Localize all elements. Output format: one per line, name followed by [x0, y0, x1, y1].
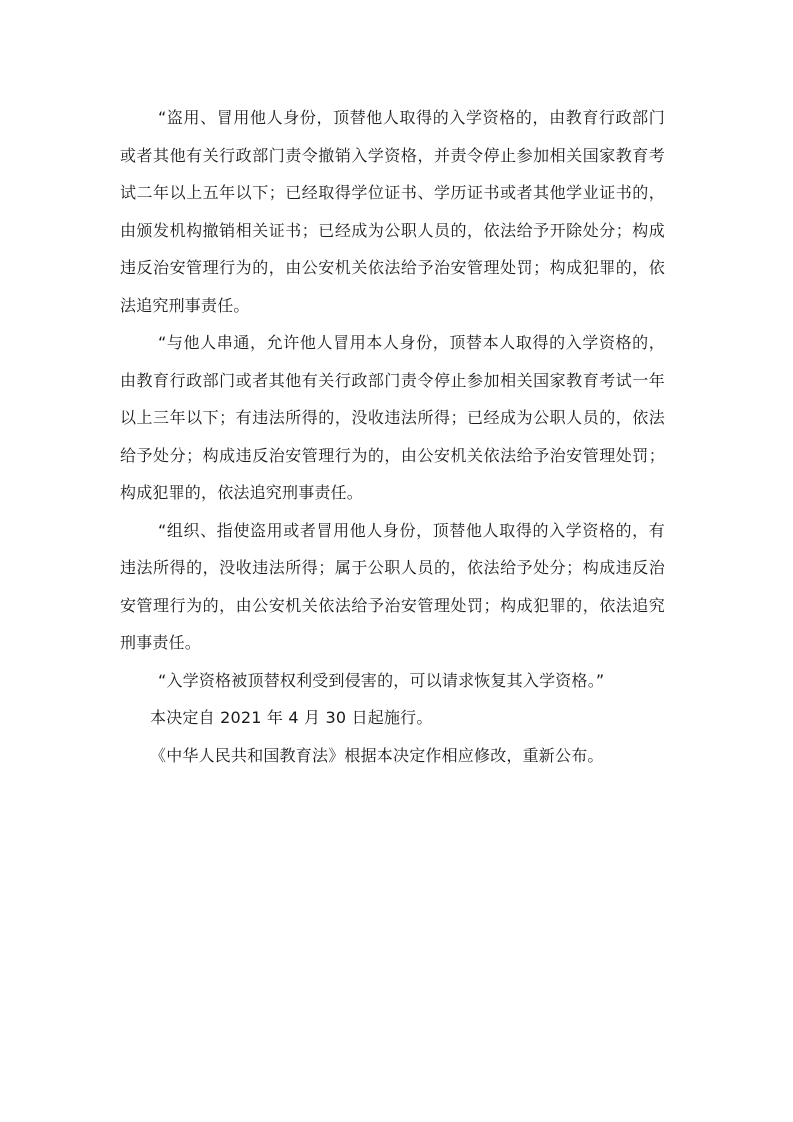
paragraph-collusion-penalty: “与他人串通，允许他人冒用本人身份，顶替本人取得的入学资格的，由教育行政部门或者其他有关行政部门责令停止参加相关国家教育考试一年以上三年以下；有违法所得的，没收违法所得；已经成为公职人员的，依法给予处分；构成违反治安管理行为的，由公安机关依法给予治安管理处罚；构成犯罪的，依法追究刑事责任。 — [120, 333, 665, 502]
document-body — [120, 99, 665, 774]
paragraph-effective-date: 本决定自 2021 年 4 月 30 日起施行。 — [150, 708, 433, 727]
paragraph-republication: 《中华人民共和国教育法》根据本决定作相应修改，重新公布。 — [150, 745, 604, 765]
paragraph-organizer-penalty: “组织、指使盗用或者冒用他人身份，顶替他人取得的入学资格的，有违法所得的，没收违法所得；属于公职人员的，依法给予处分；构成违反治安管理行为的，由公安机关依法给予治安管理处罚；构成犯罪的，依法追究刑事责任。 — [120, 520, 665, 652]
paragraph-impersonation-penalty: “盗用、冒用他人身份，顶替他人取得的入学资格的，由教育行政部门或者其他有关行政部门责令撤销入学资格，并责令停止参加相关国家教育考试二年以上五年以下；已经取得学位证书、学历证书或者其他学业证书的，由颁发机构撤销相关证书；已经成为公职人员的，依法给予开除处分；构成违反治安管理行为的，由公安机关依法给予治安管理处罚；构成犯罪的，依法追究刑事责任。 — [120, 108, 665, 315]
paragraph-restoration-right: “入学资格被顶替权利受到侵害的，可以请求恢复其入学资格。” — [158, 670, 605, 690]
